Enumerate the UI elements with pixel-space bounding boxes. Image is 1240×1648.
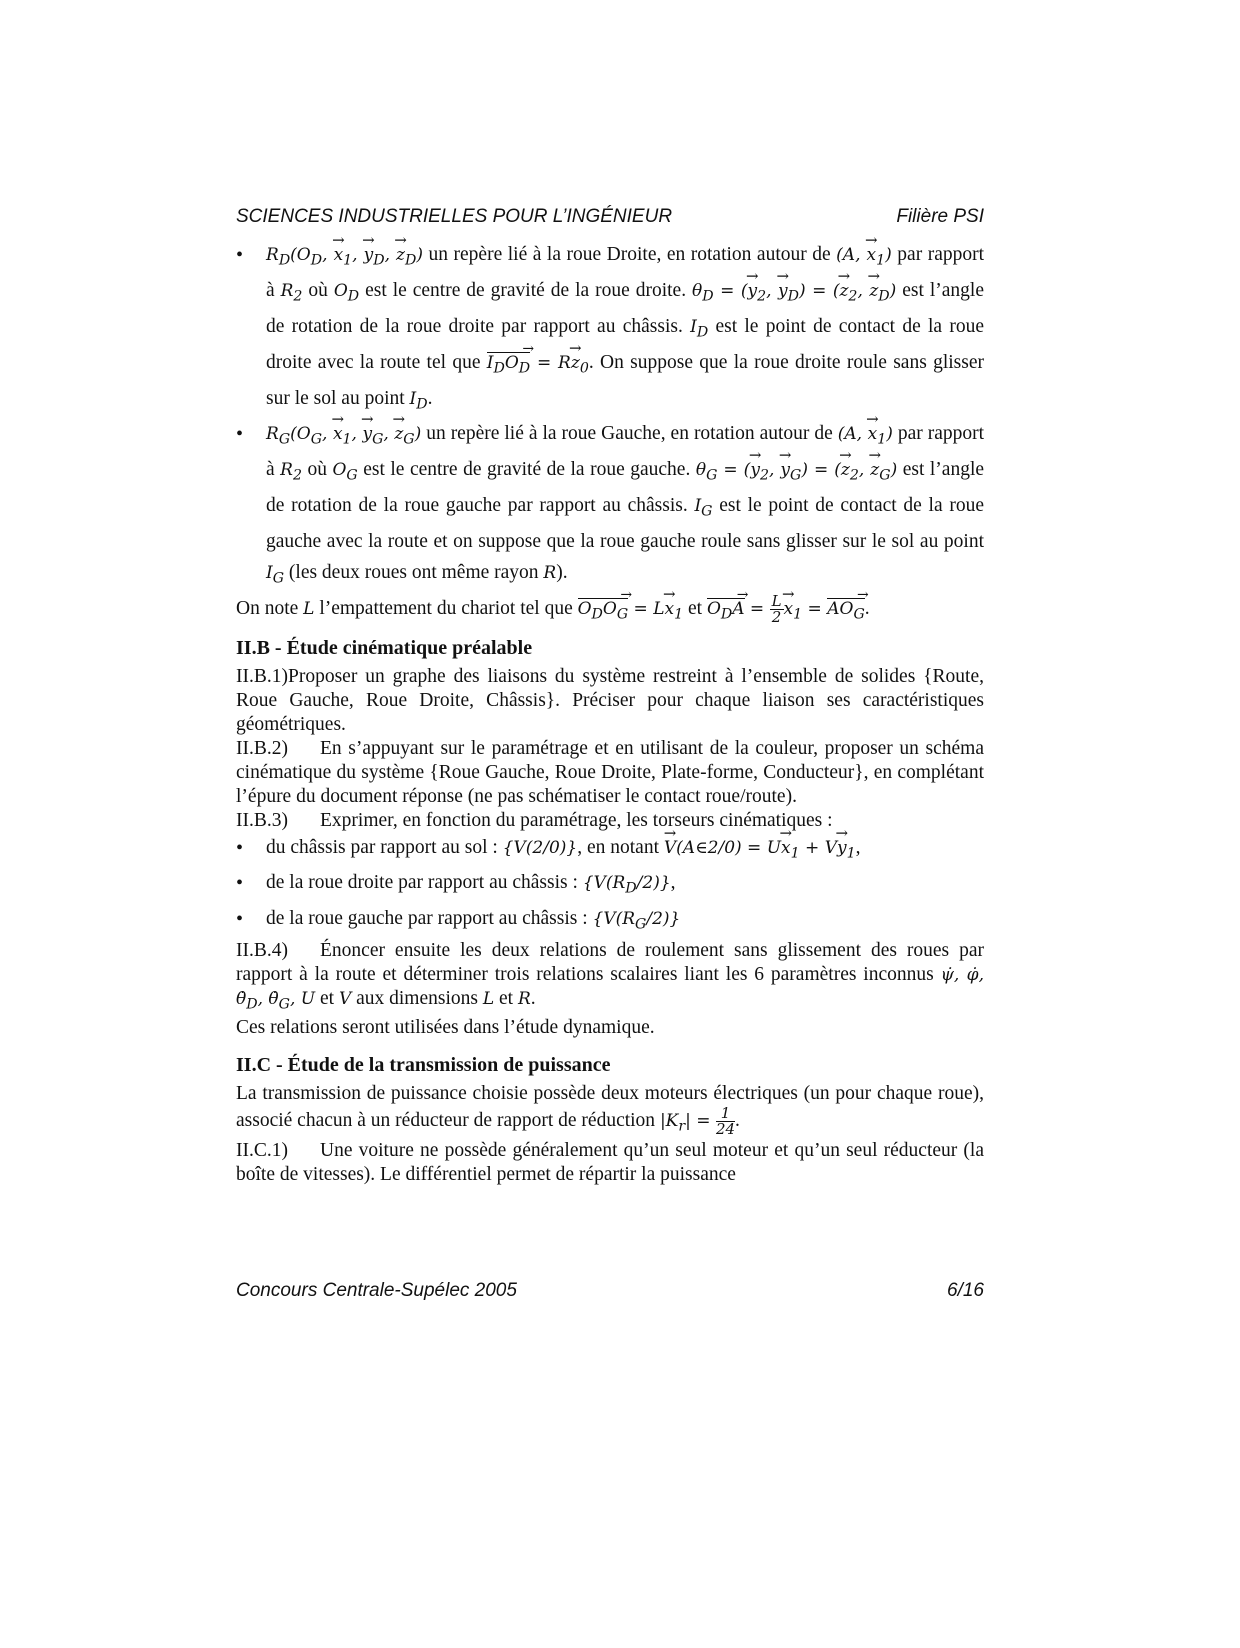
list-item-roue-gauche: • $R_G(O_G$, → $x_1$, → $y_G$, → $z_G$) un repère lié à la roue Gauche, en rotation autour de (A, → $x_1$) par rapport à $R_2$ où $O_G$ est le centre de gravité de la roue gauche. $\theta_G$ = (→ $y_2$, → $y_G$) = (→ $z_2$, → $z_G$) est l’angle de rotation de la roue gauche par rapport au châssis. $I_G$ est le point de contact de la roue gauche avec la route et on suppose que la roue gauche roule sans glisser sur le sol au point $I_G$ (les deux roues ont même rayon R). bbox=[236, 419, 984, 593]
list-item: • de la roue droite par rapport au châssis : $\{V(R_D/2)\}$, bbox=[236, 868, 984, 903]
question-label: II.B.4) bbox=[236, 940, 288, 962]
question-b4: II.B.4) Énoncer ensuite les deux relations de roulement sans glissement des roues par rapport à la route et déterminer trois relations scalaires liant les 6 paramètres inconnus ψ̇, φ̇, $\thetȧ_D$, $\thetȧ_G$, U et V aux dimensions L et R. bbox=[236, 940, 984, 1013]
section-b-title: II.B - Étude cinématique préalable bbox=[236, 636, 533, 659]
header-filiere: Filière PSI bbox=[896, 206, 984, 227]
note-line: Ces relations seront utilisées dans l’étude dynamique. bbox=[236, 1017, 655, 1039]
question-b3 bbox=[236, 809, 984, 833]
question-text: Exprimer, en fonction du paramétrage, les torseurs cinématiques : bbox=[320, 809, 833, 831]
question-text: Proposer un graphe des liaisons du système restreint à l’ensemble de solides {Route, Roue Gauche, Roue Droite, Châssis}. Préciser pour chaque liaison ses caractéristiques géométriques. bbox=[236, 665, 984, 735]
header-title: SCIENCES INDUSTRIELLES POUR L’INGÉNIEUR bbox=[236, 206, 673, 227]
question-c1 bbox=[236, 1139, 984, 1187]
page-footer bbox=[236, 1280, 984, 1302]
question-label: II.B.3) bbox=[236, 809, 288, 831]
question-label: II.C.1) bbox=[236, 1139, 288, 1161]
question-b1 bbox=[236, 665, 984, 737]
list-item-roue-droite: • $R_D(O_D$, → $x_1$, → $y_D$, → $z_D$) un repère lié à la roue Droite, en rotation autour de (A, → $x_1$) par rapport à $R_2$ où $O_D$ est le centre de gravité de la roue droite. $\theta_D$ = (→ $y_2$, → $y_D$) = (→ $z_2$, → $z_D$) est l’angle de rotation de la roue droite par rapport au châssis. $I_D$ est le point de contact de la roue droite avec la route tel que $I_DO_D$ → = $R\to z_0$. On suppose que la roue droite roule sans glisser sur le sol au point $I_D$. bbox=[236, 240, 984, 419]
page-number: 6/16 bbox=[947, 1280, 984, 1301]
list-item: • de la roue gauche par rapport au châssis : $\{V(R_G/2)\}$ bbox=[236, 904, 984, 939]
torseur-list bbox=[236, 833, 984, 939]
section-c-title: II.C - Étude de la transmission de puissance bbox=[236, 1054, 611, 1077]
question-label: II.B.1) bbox=[236, 665, 288, 687]
page-content bbox=[236, 240, 984, 1187]
list-item: • du châssis par rapport au sol : {V(2/0)}, en notant → V(A∈2/0) = $U\to x_1 + V\to y_1$, bbox=[236, 833, 984, 868]
question-text: Une voiture ne possède généralement qu’un seul moteur et qu’un seul réducteur (la boîte de vitesses). Le différentiel permet de répartir la puissance bbox=[236, 1139, 984, 1185]
repere-list bbox=[236, 240, 984, 594]
section-c-intro: La transmission de puissance choisie possède deux moteurs électriques (un pour chaque roue), associé chacun à un réducteur de rapport de réduction $|K_r|$ = $\frac{1}{24}$ . bbox=[236, 1083, 984, 1139]
question-b2 bbox=[236, 737, 984, 809]
footer-source: Concours Centrale-Supélec 2005 bbox=[236, 1280, 517, 1301]
empattement-line: On note L l’empattement du chariot tel que $O_DO_G$ → = $L\to x_1$ et $O_DA$ → = $\frac{L}{2}$ → $x_1 = AO_G$ →. bbox=[236, 594, 984, 629]
question-text: En s’appuyant sur le paramétrage et en utilisant de la couleur, proposer un schéma cinématique du système {Roue Gauche, Roue Droite, Plate-forme, Conducteur}, en complétant l’épure du document réponse (ne pas schématiser le contact roue/route). bbox=[236, 737, 984, 807]
question-label: II.B.2) bbox=[236, 737, 288, 759]
